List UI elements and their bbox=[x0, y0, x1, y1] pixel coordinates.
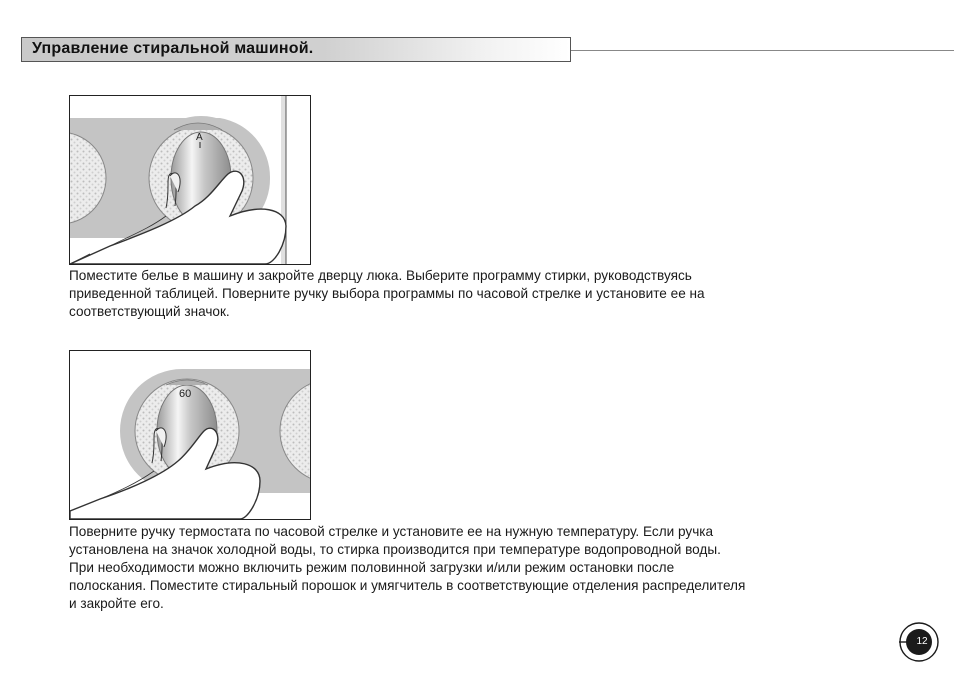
section-title: Управление стиральной машиной. bbox=[32, 40, 314, 57]
dial-label-a: A bbox=[196, 132, 203, 143]
step-1-text: Поместите белье в машину и закройте дверцу люка. Выберите программу стирки, руководствуясь приведенной таблицей. Поверните ручку выбора программы по часовой стрелке и установите ее на соответствующий значок. bbox=[69, 268, 705, 319]
section-header bbox=[21, 37, 571, 62]
program-knob-illustration bbox=[69, 95, 311, 265]
page-number: 12 bbox=[916, 636, 928, 647]
header-rule bbox=[571, 50, 954, 51]
step-2-text: Поверните ручку термостата по часовой стрелке и установите ее на нужную температуру. Если ручка установлена на значок холодной воды, то стирка производится при температуре водопроводной воды. При необходимости можно включить режим половинной загрузки и/или режим остановки после полоскания. Поместите стиральный порошок и умягчитель в соответствующие отделения распределителя и закройте его. bbox=[69, 524, 746, 611]
page-number-badge bbox=[899, 622, 939, 662]
thermostat-knob-illustration bbox=[69, 350, 311, 520]
dial-label-60: 60 bbox=[179, 388, 192, 400]
